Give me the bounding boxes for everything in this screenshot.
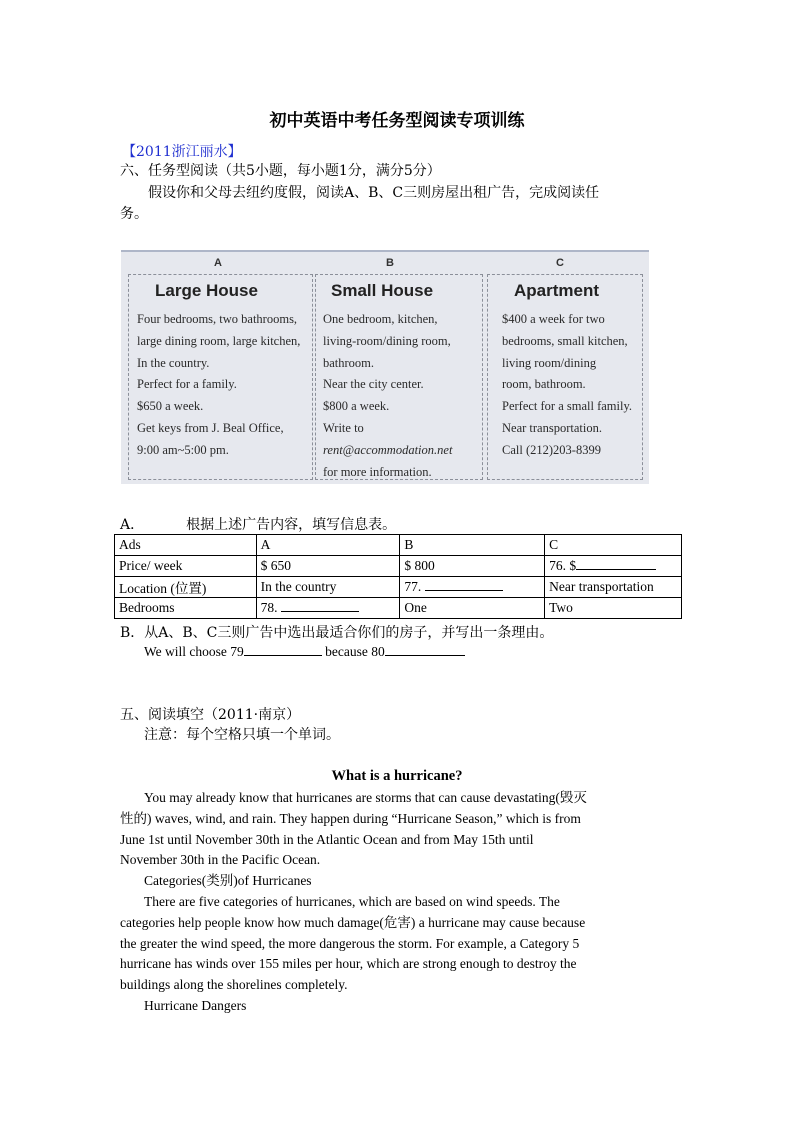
part-a-label: A． — [120, 517, 145, 533]
part-a-instruction — [120, 514, 396, 534]
blank-78-line[interactable] — [281, 611, 359, 612]
blank-80-line[interactable] — [385, 655, 465, 656]
page-title: 初中英语中考任务型阅读专项训练 — [269, 111, 525, 131]
table-cell: Location (位置) — [115, 577, 257, 598]
table-cell: Two — [545, 598, 682, 619]
part-b-instruction: B．从A、B、C三则广告中选出最适合你们的房子，并写出一条理由。 — [120, 625, 554, 641]
rental-ads-image — [121, 250, 649, 484]
blank-label-77: 77. — [404, 579, 422, 594]
section5-heading: 五、阅读填空（2011·南京） — [120, 707, 301, 723]
section6-heading: 六、任务型阅读（共5小题，每小题1分，满分5分） — [120, 163, 441, 179]
info-table — [114, 534, 682, 619]
ad-c-text — [502, 309, 632, 462]
ad-a-line: $650 a week. — [137, 399, 204, 414]
passage-line: buildings along the shorelines completely. — [120, 977, 348, 993]
passage-line: June 1st until November 30th in the Atlantic Ocean and from May 15th until — [120, 831, 534, 847]
section6-intro-line1: 假设你和父母去纽约度假，阅读A、B、C三则房屋出租广告，完成阅读任 — [148, 185, 600, 201]
ad-b — [315, 257, 483, 480]
ad-a-letter: A — [214, 257, 222, 269]
part-b-prefix: We will choose 79 — [144, 644, 244, 659]
ad-c-line: room, bathroom. — [502, 377, 586, 392]
passage-line: the greater the wind speed, the more dangerous the storm. For example, a Category 5 — [120, 935, 580, 951]
passage-line: hurricane has winds over 155 miles per hour, which are strong enough to destroy the — [120, 956, 577, 972]
table-cell-blank-76[interactable] — [545, 556, 682, 577]
table-cell: Bedrooms — [115, 598, 257, 619]
ad-a-heading: Large House — [155, 281, 258, 300]
ad-a-text — [137, 309, 300, 462]
ad-b-text — [323, 309, 452, 483]
ad-c-line: Call (212)203-8399 — [502, 442, 601, 457]
ad-b-line: One bedroom, kitchen, — [323, 312, 438, 326]
ad-b-line: Near the city center. — [323, 377, 424, 392]
ad-b-heading: Small House — [331, 281, 434, 300]
table-cell: One — [400, 598, 545, 619]
table-row — [115, 598, 682, 619]
part-a-text: 根据上述广告内容，填写信息表。 — [186, 517, 397, 533]
section6-intro-line2: 务。 — [120, 206, 148, 222]
passage-line: You may already know that hurricanes are storms that can cause devastating(毁灭 — [144, 790, 587, 805]
ad-b-line: bathroom. — [323, 355, 375, 370]
passage-title: What is a hurricane? — [331, 768, 463, 784]
ad-a-line: Perfect for a family. — [137, 377, 237, 392]
blank-77-line[interactable] — [425, 590, 503, 591]
ad-c-heading: Apartment — [514, 281, 600, 300]
passage-subhead: Categories(类别)of Hurricanes — [144, 873, 312, 889]
passage-paragraph-1 — [120, 788, 680, 1017]
table-cell: B — [400, 535, 545, 556]
part-b-because: because 80 — [321, 644, 385, 659]
ad-b-line: living-room/dining room, — [323, 333, 451, 348]
passage-line: There are five categories of hurricanes, which are based on wind speeds. The — [144, 893, 560, 909]
part-b-answer — [144, 644, 465, 660]
ad-a — [128, 257, 313, 480]
ad-c-line: bedrooms, small kitchen, — [502, 333, 628, 348]
passage-subhead: Hurricane Dangers — [144, 997, 247, 1013]
ad-a-line: Get keys from J. Beal Office, — [137, 420, 284, 435]
table-cell-blank-77[interactable] — [400, 577, 545, 598]
ad-c-line: Near transportation. — [502, 420, 602, 435]
table-cell: C — [545, 535, 682, 556]
blank-79-line[interactable] — [244, 655, 322, 656]
ad-c-line: living room/dining — [502, 355, 597, 370]
blank-76-line[interactable] — [576, 569, 656, 570]
ad-b-letter: B — [386, 257, 394, 269]
ad-b-line: for more information. — [323, 464, 432, 479]
ad-c-line: $400 a week for two — [502, 312, 605, 326]
ad-a-line: 9:00 am~5:00 pm. — [137, 442, 229, 457]
table-row — [115, 535, 682, 556]
table-cell: In the country — [256, 577, 400, 598]
table-cell: Ads — [115, 535, 257, 556]
section5-note: 注意：每个空格只填一个单词。 — [144, 727, 340, 743]
table-cell: Price/ week — [115, 556, 257, 577]
ad-c-line: Perfect for a small family. — [502, 399, 633, 414]
passage-line: 性的) waves, wind, and rain. They happen during “Hurricane Season,” which is from — [120, 810, 581, 826]
ad-b-email: rent@accommodation.net — [323, 442, 453, 457]
table-row — [115, 556, 682, 577]
table-cell: $ 650 — [256, 556, 400, 577]
ad-c — [487, 257, 643, 480]
ad-a-line: Four bedrooms, two bathrooms, — [137, 312, 298, 326]
passage-line: November 30th in the Pacific Ocean. — [120, 852, 321, 868]
table-row — [115, 577, 682, 598]
ad-b-line: Write to — [323, 420, 364, 435]
passage-line: categories help people know how much damage(危害) a hurricane may cause because — [120, 914, 586, 930]
ad-a-line: large dining room, large kitchen, — [137, 333, 301, 348]
ad-b-line: $800 a week. — [323, 399, 390, 414]
table-cell: $ 800 — [400, 556, 545, 577]
table-cell: A — [256, 535, 400, 556]
source-tag: 【2011浙江丽水】 — [122, 144, 242, 160]
table-cell: Near transportation — [545, 577, 682, 598]
table-cell-blank-78[interactable] — [256, 598, 400, 619]
blank-label-76: 76. $ — [549, 558, 577, 573]
ad-a-line: In the country. — [137, 355, 210, 370]
ad-c-letter: C — [556, 257, 564, 269]
blank-label-78: 78. — [260, 600, 278, 615]
